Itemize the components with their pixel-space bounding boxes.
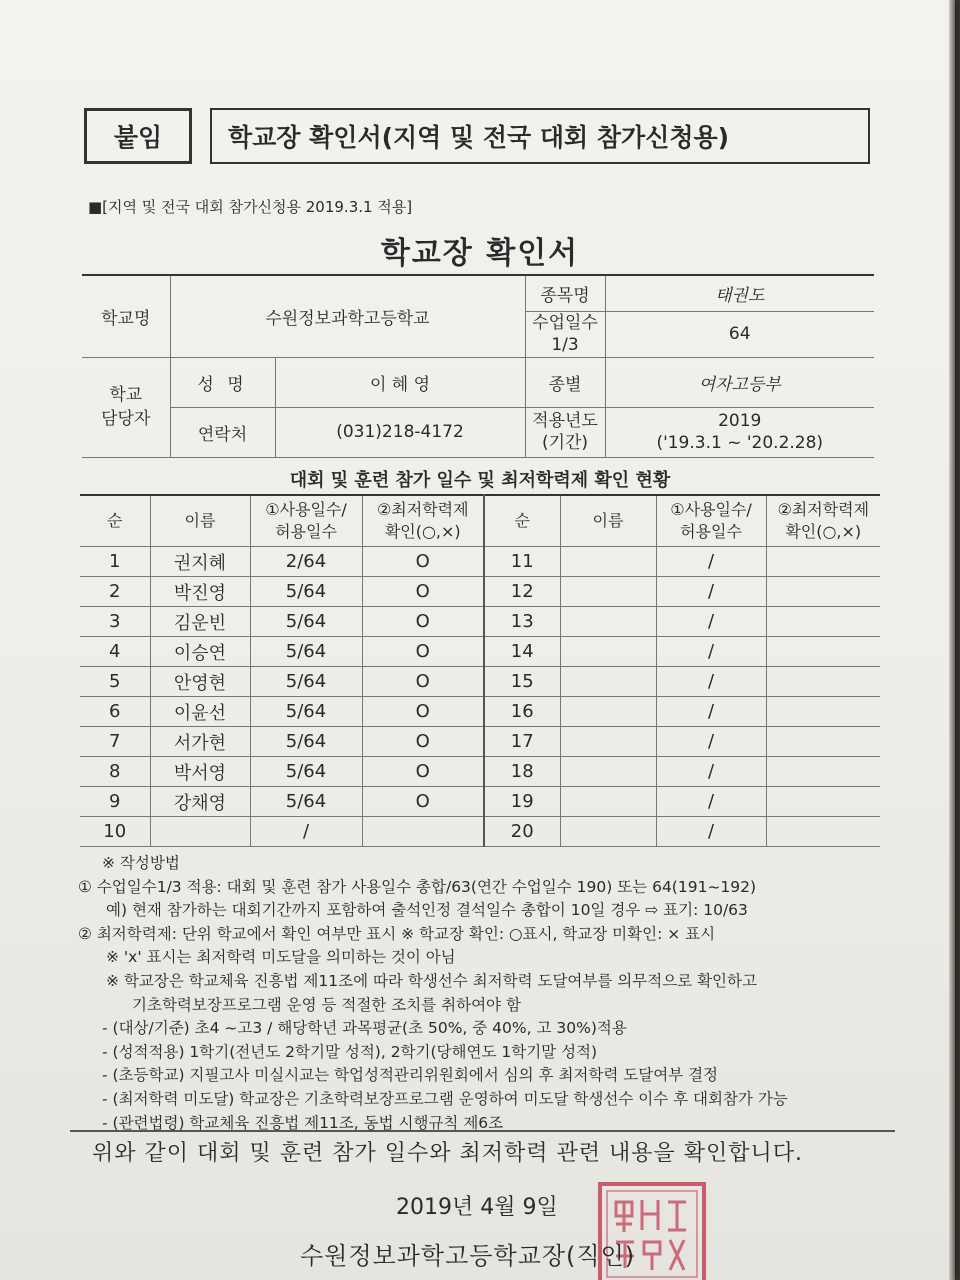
row-check: O [362, 667, 484, 697]
note-2: ② 최저학력제: 단위 학교에서 확인 여부만 표시 ※ 학교장 확인: ○표시, 학교장 미확인: × 표시 [78, 924, 716, 943]
row-days: 5/64 [250, 757, 362, 787]
detail-1: - (대상/기준) 초4 ~고3 / 해당학년 과목평균(초 50%, 중 40%, 고 30%)적용 [102, 1019, 627, 1038]
gender-value: 여자고등부 [605, 357, 874, 407]
row-no-2: 12 [484, 577, 560, 607]
year-value-line1: 2019 [718, 411, 762, 431]
contact-label: 연락처 [170, 407, 275, 457]
header-days-line2: 허용일수 [275, 522, 337, 541]
note-1a: ① 수업일수1/3 적용: 대회 및 훈련 참가 사용일수 총합/63(연간 수업일수 190) 또는 64(191~192) [78, 877, 757, 896]
gender-label: 종별 [525, 357, 605, 407]
detail-4: - (최저학력 미도달) 학교장은 기초학력보장프로그램 운영하여 미도달 학생선수 이수 후 대회참가 가능 [102, 1089, 788, 1108]
table-row [80, 787, 880, 817]
row-check-2 [766, 667, 880, 697]
row-check: O [362, 787, 484, 817]
row-no-2: 14 [484, 637, 560, 667]
row-check: O [362, 547, 484, 577]
row-check: O [362, 637, 484, 667]
header-name-2: 이름 [560, 495, 656, 547]
row-days-2: / [656, 817, 766, 847]
note-4b: 기초학력보장프로그램 운영 등 적절한 조치를 취하여야 함 [132, 995, 521, 1014]
row-days-2: / [656, 547, 766, 577]
note-3: ※ 'x' 표시는 최저학력 미도달을 의미하는 것이 아님 [106, 948, 456, 967]
year-label-line1: 적용년도 [532, 411, 598, 431]
table-row [80, 757, 880, 787]
row-check-2 [766, 787, 880, 817]
header-days [250, 495, 362, 547]
row-days: / [250, 817, 362, 847]
row-days-2: / [656, 637, 766, 667]
row-name-2 [560, 757, 656, 787]
manager-label-line1: 학교 [109, 385, 143, 405]
form-title: 학교장 확인서(지역 및 전국 대회 참가신청용) [210, 108, 870, 164]
header-check [362, 495, 484, 547]
row-check [362, 817, 484, 847]
row-days: 5/64 [250, 787, 362, 817]
row-no-2: 15 [484, 667, 560, 697]
row-days: 5/64 [250, 607, 362, 637]
row-no: 6 [80, 697, 150, 727]
notes-heading: ※ 작성방법 [102, 854, 180, 872]
row-days: 5/64 [250, 577, 362, 607]
school-name-value: 수원정보과학고등학교 [170, 275, 525, 357]
row-check: O [362, 577, 484, 607]
row-name: 박서영 [150, 757, 250, 787]
row-no: 1 [80, 547, 150, 577]
row-no-2: 13 [484, 607, 560, 637]
row-check-2 [766, 697, 880, 727]
row-name-2 [560, 697, 656, 727]
year-label-line2: (기간) [541, 433, 589, 453]
paper-edge [949, 0, 955, 1280]
row-days: 2/64 [250, 547, 362, 577]
row-no-2: 20 [484, 817, 560, 847]
row-name: 강채영 [150, 787, 250, 817]
event-value: 태권도 [605, 275, 874, 311]
row-name: 이승연 [150, 637, 250, 667]
row-name: 김운빈 [150, 607, 250, 637]
detail-5: - (관련법령) 학교체육 진흥법 제11조, 동법 시행규칙 제6조 [102, 1113, 504, 1132]
row-no-2: 18 [484, 757, 560, 787]
attach-label: 붙임 [84, 108, 192, 164]
row-name-2 [560, 727, 656, 757]
row-check: O [362, 757, 484, 787]
note-1b: 예) 현재 참가하는 대회기간까지 포함하여 출석인정 결석일수 총합이 10일 경우 ⇨ 표기: 10/63 [106, 901, 748, 920]
row-name: 이윤선 [150, 697, 250, 727]
row-name [150, 817, 250, 847]
row-days: 5/64 [250, 637, 362, 667]
row-check: O [362, 697, 484, 727]
row-no: 4 [80, 637, 150, 667]
manager-name-label: 성 명 [170, 357, 275, 407]
table-row [80, 637, 880, 667]
row-check: O [362, 607, 484, 637]
table-row [80, 697, 880, 727]
issue-date: 2019년 4월 9일 [396, 1195, 558, 1220]
row-no-2: 11 [484, 547, 560, 577]
row-name-2 [560, 667, 656, 697]
row-days: 5/64 [250, 727, 362, 757]
manager-label-line2: 담당자 [101, 409, 151, 429]
table-row [80, 607, 880, 637]
row-name-2 [560, 607, 656, 637]
row-no: 9 [80, 787, 150, 817]
row-check-2 [766, 577, 880, 607]
year-value [605, 407, 874, 457]
row-check-2 [766, 547, 880, 577]
manager-label [82, 357, 170, 457]
row-name-2 [560, 637, 656, 667]
instructions [78, 852, 908, 1135]
school-name-label: 학교명 [82, 275, 170, 357]
participation-table [80, 494, 880, 847]
row-days-2: / [656, 607, 766, 637]
header-days-2 [656, 495, 766, 547]
row-check-2 [766, 637, 880, 667]
row-name: 박진영 [150, 577, 250, 607]
row-no: 5 [80, 667, 150, 697]
row-name-2 [560, 787, 656, 817]
row-days-2: / [656, 757, 766, 787]
table-row [80, 547, 880, 577]
table-row [80, 817, 880, 847]
row-check-2 [766, 817, 880, 847]
page-title: 학교장 확인서 [380, 236, 580, 271]
header-check-2 [766, 495, 880, 547]
note-4a: ※ 학교장은 학교체육 진흥법 제11조에 따라 학생선수 최저학력 도달여부를 의무적으로 확인하고 [106, 971, 757, 990]
school-days-label [525, 311, 605, 357]
header-no: 순 [80, 495, 150, 547]
principal-signature: 수원정보과학고등학교장(직인) [300, 1242, 636, 1270]
header-check-2-line1: ②최저학력제 [777, 500, 870, 520]
school-days-value: 64 [605, 311, 874, 357]
row-name: 서가현 [150, 727, 250, 757]
row-check-2 [766, 607, 880, 637]
header-days-2-line1: ①사용일수/ [670, 500, 752, 520]
header-days-2-line2: 허용일수 [680, 522, 742, 541]
row-days-2: / [656, 727, 766, 757]
row-no: 10 [80, 817, 150, 847]
school-days-label-line1: 수업일수 [532, 313, 598, 333]
row-days-2: / [656, 667, 766, 697]
table-row [80, 727, 880, 757]
school-days-label-line2: 1/3 [551, 335, 579, 355]
row-name-2 [560, 817, 656, 847]
row-name-2 [560, 547, 656, 577]
header-check-line2: 확인(○,×) [384, 522, 461, 541]
contact-value: (031)218-4172 [275, 407, 525, 457]
row-no-2: 17 [484, 727, 560, 757]
row-days: 5/64 [250, 667, 362, 697]
row-name-2 [560, 577, 656, 607]
header-name: 이름 [150, 495, 250, 547]
row-no: 8 [80, 757, 150, 787]
event-label: 종목명 [525, 275, 605, 311]
applicability-note: ■[지역 및 전국 대회 참가신청용 2019.3.1 적용] [88, 198, 413, 216]
table-row [80, 667, 880, 697]
header-no-2: 순 [484, 495, 560, 547]
divider [70, 1130, 895, 1132]
year-label [525, 407, 605, 457]
table-row [80, 577, 880, 607]
detail-3: - (초등학교) 지필고사 미실시교는 학업성적관리위원회에서 심의 후 최저학력 도달여부 결정 [102, 1066, 719, 1085]
header-days-line1: ①사용일수/ [265, 500, 347, 520]
header-check-2-line2: 확인(○,×) [785, 522, 862, 541]
row-check: O [362, 727, 484, 757]
row-days-2: / [656, 697, 766, 727]
row-days-2: / [656, 787, 766, 817]
row-name: 안영현 [150, 667, 250, 697]
row-no: 2 [80, 577, 150, 607]
row-no: 7 [80, 727, 150, 757]
row-days-2: / [656, 577, 766, 607]
confirmation-statement: 위와 같이 대회 및 훈련 참가 일수와 최저학력 관련 내용을 확인합니다. [92, 1141, 803, 1166]
row-no-2: 19 [484, 787, 560, 817]
row-name: 권지혜 [150, 547, 250, 577]
row-days: 5/64 [250, 697, 362, 727]
header-check-line1: ②최저학력제 [376, 500, 469, 520]
row-check-2 [766, 727, 880, 757]
row-check-2 [766, 757, 880, 787]
manager-name-value: 이 혜 영 [275, 357, 525, 407]
detail-2: - (성적적용) 1학기(전년도 2학기말 성적), 2학기(당해연도 1학기말 성적) [102, 1042, 598, 1061]
school-info-table [82, 274, 874, 458]
row-no-2: 16 [484, 697, 560, 727]
row-no: 3 [80, 607, 150, 637]
section-title: 대회 및 훈련 참가 일수 및 최저학력제 확인 현황 [289, 470, 671, 491]
year-value-line2: ('19.3.1 ~ '20.2.28) [656, 433, 824, 453]
